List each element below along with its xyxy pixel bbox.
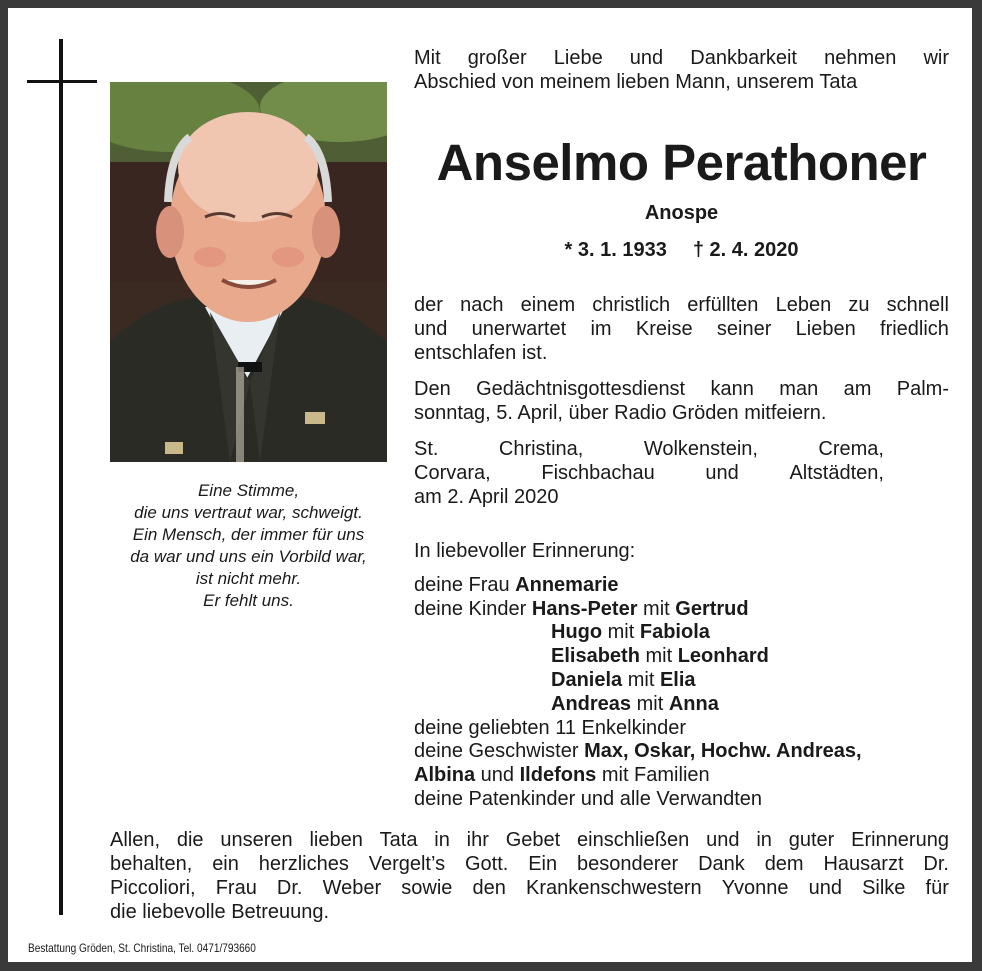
word: Fischbachau [541,462,655,484]
family-wife [414,574,954,598]
word: lieben [309,829,363,851]
intro-line-2: Abschied von meinem lieben Mann, unserem Tata [414,71,858,93]
word: ein [212,853,239,875]
word: in [434,829,450,851]
partner-name: Fabiola [639,621,710,644]
word: guter [788,829,835,851]
word: wir [923,47,949,69]
word: Crema, [818,438,884,460]
cross-icon-horizontal [27,80,97,83]
word: Den [414,378,451,400]
intro-line-1 [414,46,949,70]
word: Dr. [276,877,303,899]
paragraph-line [110,876,949,900]
family-list [414,540,954,812]
paragraph-line [414,461,884,485]
word: Palm- [896,378,949,400]
paragraph-line [414,293,949,317]
word: man [779,378,819,400]
paragraph-line: am 2. April 2020 [414,486,559,508]
word: und [706,829,740,851]
word: sowie [401,877,453,899]
deceased-name: Anselmo Perathoner [436,134,927,191]
word: zu [848,294,870,316]
paragraph-line [110,852,949,876]
obituary-notice [8,8,972,962]
family-child [414,598,954,622]
death-date: † 2. 4. 2020 [692,239,799,261]
word: und [808,877,842,899]
birth-date: * 3. 1. 1933 [564,239,667,261]
word: einschließen [577,829,690,851]
family-siblings [414,740,954,764]
word: St. [414,438,439,460]
word: für [925,877,949,899]
connector: mit [631,692,669,715]
sibling-name: Ildefons [519,764,597,787]
word: am [843,378,872,400]
child-name: Daniela [551,668,623,691]
paragraph-service [414,377,949,425]
label: deine Kinder [414,597,532,620]
word: Weber [322,877,382,899]
word: Kreise [635,318,693,340]
word: Vergelt’s [368,853,446,875]
child-name: Hans-Peter [531,597,638,620]
word: Dr. [923,853,949,875]
word: in [756,829,772,851]
poem-line: Ein Mensch, der immer für uns [132,525,365,544]
thanks-paragraph [110,828,949,924]
word: Altstädten, [789,462,884,484]
word: nach [460,294,504,316]
connector: mit [602,621,640,644]
cross-icon-vertical [59,39,63,915]
poem-line: da war und uns ein Vorbild war, [130,547,367,566]
word: besonderer [577,853,679,875]
poem [110,480,387,612]
deceased-nickname: Anospe [644,202,719,224]
family-child [414,693,954,717]
portrait-icon [110,82,387,462]
word: friedlich [880,318,949,340]
poem-line: ist nicht mehr. [195,569,302,588]
word: Ein [528,853,558,875]
word: unseren [220,829,293,851]
paragraph-line [414,437,884,461]
connector: mit [637,597,676,620]
child-name: Hugo [551,621,603,644]
word: und [705,462,739,484]
word: dem [764,853,804,875]
family-heading: In liebevoller Erinnerung: [414,540,636,562]
connector: mit [622,668,660,691]
word: Corvara, [414,462,491,484]
word: Mit [414,47,441,69]
word: Yvonne [721,877,789,899]
word: erfüllten [687,294,759,316]
paragraph-line [414,377,949,401]
word: behalten, [110,853,193,875]
child-name: Andreas [551,692,632,715]
word: und [629,47,664,69]
word: Dankbarkeit [690,47,797,69]
word: Christina, [498,438,584,460]
label: deine Frau [414,573,516,596]
word: Silke [862,877,906,899]
sibling-names: Max, Oskar, Hochw. Andreas, [584,740,862,763]
word: Allen, [110,829,161,851]
partner-name: Elia [659,668,696,691]
family-child [414,621,954,645]
label: mit Familien [596,764,710,787]
family-child [414,645,954,669]
word: Hausarzt [823,853,904,875]
poem-line: Eine Stimme, [197,481,300,500]
word: der [414,294,443,316]
word: Lieben [795,318,856,340]
partner-name: Anna [668,692,719,715]
word: und [414,318,448,340]
word: im [590,318,612,340]
word: herzliches [258,853,349,875]
word: schnell [886,294,949,316]
word: nehmen [824,47,897,69]
funeral-home-footer: Bestattung Gröden, St. Christina, Tel. 0471/793660 [28,941,256,955]
connector: mit [639,645,678,668]
portrait-photo [110,82,387,462]
word: seiner [716,318,772,340]
word: großer [467,47,527,69]
word: einem [520,294,576,316]
word: die [176,829,204,851]
word: Leben [775,294,832,316]
word: kann [710,378,754,400]
paragraph-places [414,437,949,509]
word: Wolkenstein, [643,438,758,460]
sibling-name: Albina [414,764,476,787]
paragraph-line: entschlafen ist. [414,342,548,364]
paragraph-line: sonntag, 5. April, über Radio Gröden mitfeiern. [414,402,827,424]
word: Tata [379,829,418,851]
paragraph-line: die liebevolle Betreuung. [110,901,330,923]
life-dates [414,239,949,262]
word: Krankenschwestern [525,877,702,899]
connector: und [475,764,520,787]
word: Dank [698,853,745,875]
paragraph-passing [414,293,949,365]
partner-name: Gertrud [675,597,749,620]
word: Gedächtnisgottesdienst [476,378,686,400]
poem-line: die uns vertraut war, schweigt. [134,503,363,522]
word: Frau [215,877,257,899]
word: Erinnerung [851,829,949,851]
poem-line: Er fehlt uns. [203,591,294,610]
paragraph-line [414,317,949,341]
intro-text [414,46,949,94]
label: deine Geschwister [414,740,585,763]
word: Liebe [553,47,603,69]
child-name: Elisabeth [551,645,640,668]
family-child [414,669,954,693]
family-siblings-2 [414,764,954,788]
family-godchildren: deine Patenkinder und alle Verwandten [414,787,763,810]
paragraph-line [110,828,949,852]
word: christlich [592,294,671,316]
word: Gebet [505,829,561,851]
word: Gott. [464,853,509,875]
wife-name: Annemarie [515,573,619,596]
family-grandchildren: deine geliebten 11 Enkelkinder [414,716,687,739]
word: ihr [466,829,489,851]
word: unerwartet [471,318,567,340]
word: Piccoliori, [110,877,196,899]
word: den [472,877,506,899]
partner-name: Leonhard [677,645,769,668]
